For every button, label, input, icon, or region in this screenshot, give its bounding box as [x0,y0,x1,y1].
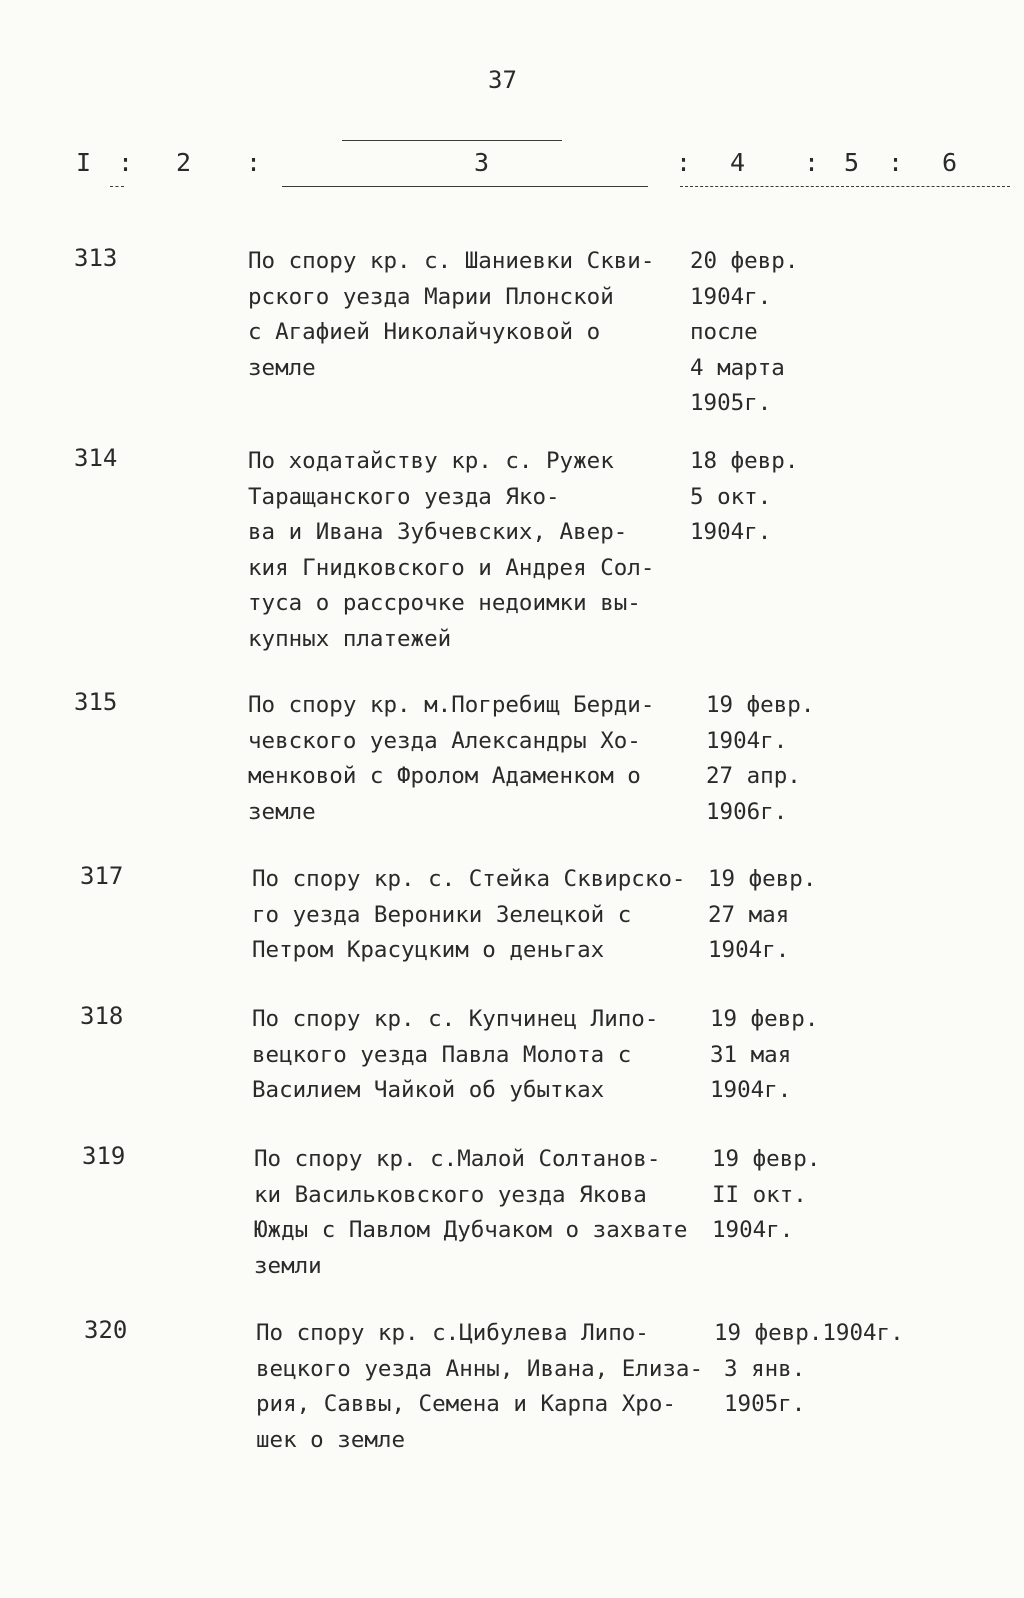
date-line: 5 окт. [690,483,772,510]
date-line: после [690,319,758,345]
text-line: По спору кр. с. Стейка Сквирско- [252,866,686,892]
header-rule-left [282,186,648,187]
entry-number: 314 [74,444,118,472]
header-rule-right [680,186,1010,187]
column-separator: : [888,148,904,177]
entry-description [254,1142,694,1284]
entry-dates [690,244,990,422]
date-line: 1905г. [724,1391,806,1417]
text-line: Петром Красуцким о деньгах [252,937,605,963]
text-line: купных платежей [248,625,452,652]
entry-dates [714,1316,1014,1352]
entry-dates [710,1002,1010,1109]
date-line: 27 мая [708,901,790,928]
text-line: кия Гнидковского и Андрея Сол- [248,554,655,581]
date-line: 19 февр. [712,1146,821,1172]
text-line: По спору кр. с.Малой Солтанов- [254,1146,661,1172]
date-line: 19 февр. [710,1006,819,1032]
column-header-5: 5 [844,148,860,177]
header-rule-top [342,140,562,141]
text-line: шек о земле [256,1426,406,1453]
date-line: 1904г. [708,937,790,963]
date-line: 1905г. [690,390,772,416]
text-line: ва и Ивана Зубчевских, Авер- [248,519,628,545]
text-line: туса о рассрочке недоимки вы- [248,590,641,616]
date-line: 19 февр.1904г. [714,1320,904,1346]
text-line: По ходатайству кр. с. Ружек [248,448,614,474]
entry-dates [690,444,990,551]
header-rule-under-col1 [110,186,124,187]
text-line: По спору кр. с.Цибулева Липо- [256,1320,649,1346]
text-line: вецкого уезда Павла Молота с [252,1041,632,1068]
date-line: 20 февр. [690,248,799,274]
column-separator: : [804,148,820,177]
text-line: земли [254,1252,322,1279]
page-number: 37 [488,66,517,94]
column-header-4: 4 [730,148,746,177]
text-line: По спору кр. с. Шаниевки Скви- [248,248,655,274]
text-line: чевского уезда Александры Хо- [248,727,641,754]
text-line: менковой с Фролом Адаменком о [248,763,641,789]
entry-dates [724,1352,1024,1423]
text-line: земле [248,354,316,381]
date-line: 31 мая [710,1041,792,1068]
column-header-3: 3 [474,148,490,177]
text-line: земле [248,798,316,825]
text-line: Южды с Павлом Дубчаком о захвате [254,1217,688,1243]
date-line: 27 апр. [706,763,801,789]
entry-description [248,688,688,830]
entry-number: 318 [80,1002,124,1030]
entry-number: 315 [74,688,118,716]
text-line: Василием Чайкой об убытках [252,1077,605,1103]
date-line: 1904г. [706,727,788,754]
date-line: 1906г. [706,798,788,825]
text-line: вецкого уезда Анны, Ивана, Елиза- [256,1355,704,1382]
column-separator: : [676,148,692,177]
column-header-2: 2 [176,148,192,177]
column-header-1: I [76,148,92,177]
column-separator: : [118,148,134,177]
text-line: го уезда Вероники Зелецкой с [252,901,632,928]
column-header-6: 6 [942,148,958,177]
entry-description [252,1002,692,1109]
date-line: 19 февр. [708,866,817,892]
text-line: По спору кр. с. Купчинец Липо- [252,1006,659,1032]
date-line: 1904г. [690,519,772,545]
entry-description [252,862,692,969]
text-line: По спору кр. м.Погребищ Берди- [248,692,655,718]
text-line: с Агафией Николайчуковой о [248,319,601,345]
entry-dates [706,688,1006,830]
date-line: 1904г. [710,1077,792,1103]
text-line: рия, Саввы, Семена и Карпа Хро- [256,1391,676,1417]
entry-number: 313 [74,244,118,272]
date-line: 1904г. [712,1217,794,1243]
date-line: 19 февр. [706,692,815,718]
entry-description [248,444,688,657]
entry-number: 319 [82,1142,126,1170]
text-line: ки Васильковского уезда Якова [254,1181,647,1208]
date-line: 4 марта [690,354,785,381]
date-line: 18 февр. [690,448,799,474]
column-separator: : [246,148,262,177]
entry-description [256,1316,704,1458]
entry-number: 317 [80,862,124,890]
text-line: рского уезда Марии Плонской [248,283,614,310]
entry-description [248,244,688,386]
date-line: 1904г. [690,283,772,310]
date-line: II окт. [712,1181,807,1208]
text-line: Таращанского уезда Яко- [248,483,560,510]
entry-number: 320 [84,1316,128,1344]
date-line: 3 янв. [724,1355,806,1382]
entry-dates [708,862,1008,969]
entry-dates [712,1142,1012,1249]
